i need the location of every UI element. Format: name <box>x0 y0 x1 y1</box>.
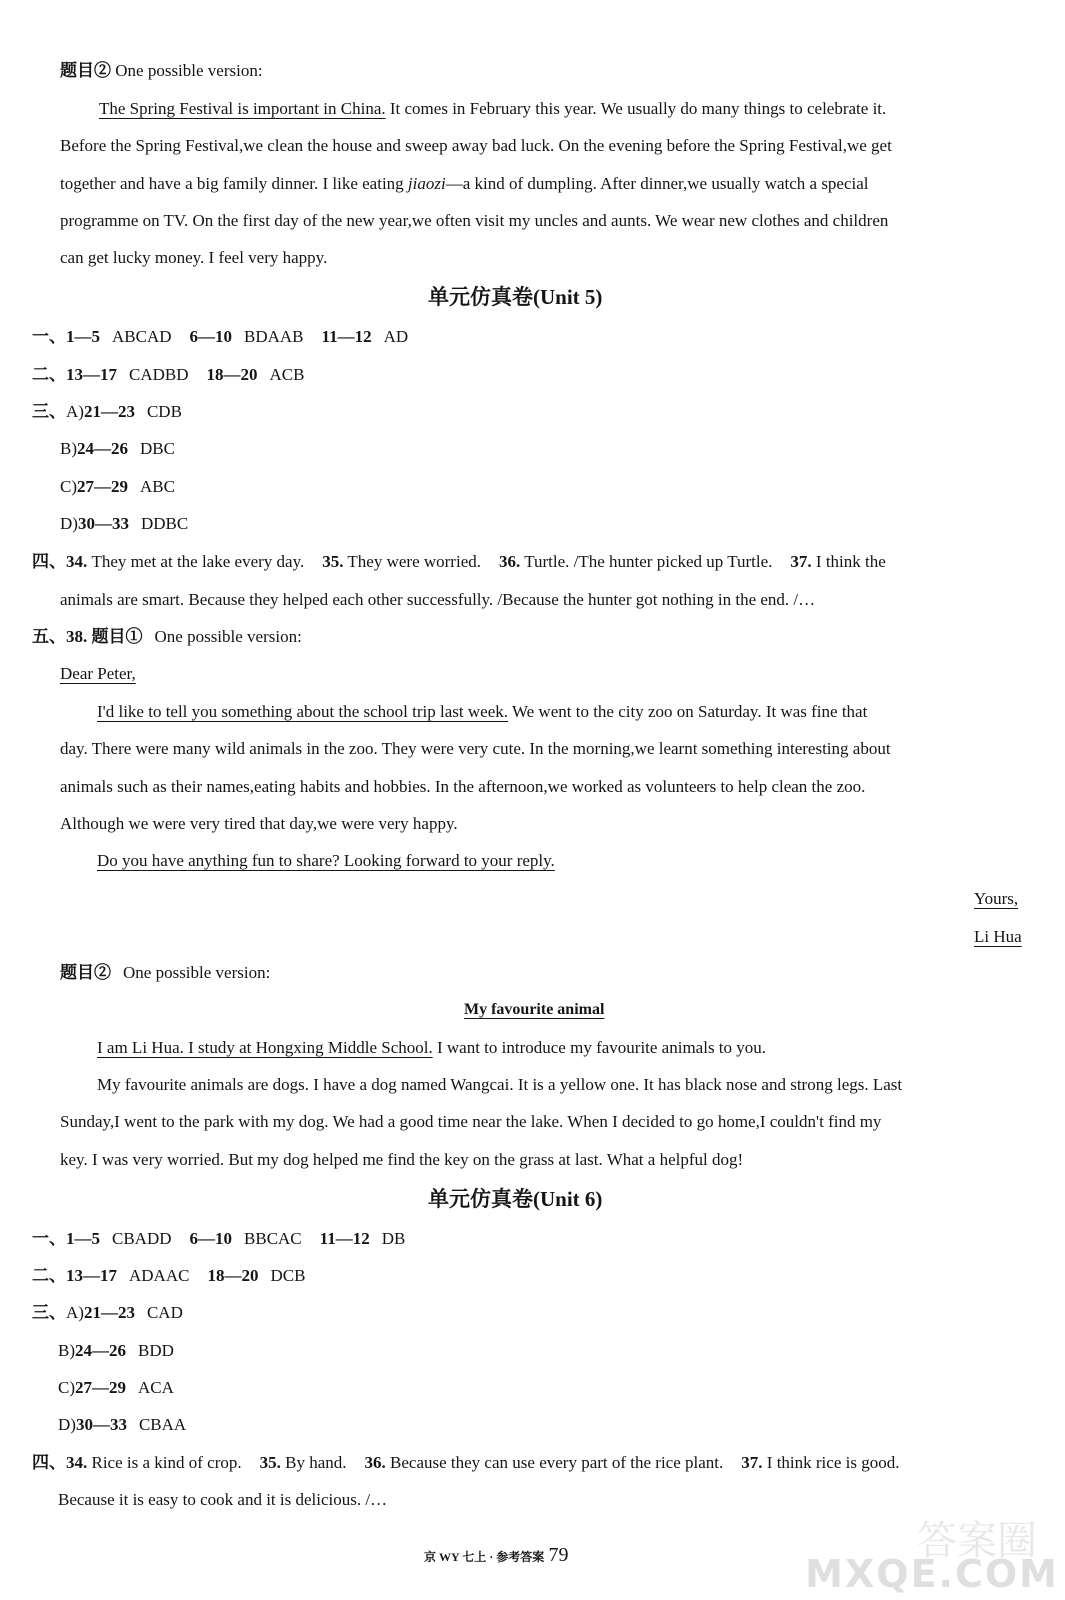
answers: DDBC <box>140 514 189 533</box>
answer-text: Because they can use every part of the rice plant. <box>385 1453 724 1472</box>
essay-text: —a kind of dumpling. After dinner,we usually watch a special <box>445 174 869 193</box>
unit5-section2 <box>32 364 304 386</box>
letter-line: day. There were many wild animals in the zoo. They were very cute. In the morning,we learnt something interesting about <box>60 739 891 758</box>
letter-line: Although we were very tired that day,we were very happy. <box>60 814 458 833</box>
book-label: 京 WY 七上 · 参考答案 <box>424 1550 545 1564</box>
answer-text: Turtle. /The hunter picked up Turtle. <box>520 552 773 571</box>
question-range: 24—26 <box>77 439 128 458</box>
essay-line: can get lucky money. I feel very happy. <box>60 248 328 267</box>
question-number: 34. <box>66 1453 88 1472</box>
version-label: One possible version: <box>123 963 271 982</box>
letter-text: We went to the city zoo on Saturday. It was fine that <box>508 702 868 721</box>
letter-line <box>97 701 867 723</box>
unit6-section3-a <box>32 1302 183 1324</box>
question-number: 38. <box>66 627 88 646</box>
question-number: 34. <box>66 552 88 571</box>
question-range: 24—26 <box>75 1341 126 1360</box>
letter-line <box>97 850 555 872</box>
question-range: 11—12 <box>319 1229 370 1248</box>
question-number: 37. <box>741 1453 763 1472</box>
answer-text: Rice is a kind of crop. <box>87 1453 242 1472</box>
essay-heading <box>464 999 604 1021</box>
section-number: 四、 <box>32 1453 66 1472</box>
essay-line: My favourite animals are dogs. I have a dog named Wangcai. It is a yellow one. It has black nose and strong legs. Last <box>97 1075 903 1094</box>
question-number: 36. <box>499 552 521 571</box>
essay-line <box>60 173 869 195</box>
essay-heading-text: My favourite animal <box>464 1001 605 1018</box>
letter-signature <box>974 926 1022 948</box>
answers: ABCAD <box>112 327 172 346</box>
unit5-section3-a <box>32 401 182 423</box>
answers: CAD <box>146 1303 183 1322</box>
passage-letter: D) <box>60 514 78 533</box>
watermark-text: MXQE.COM <box>805 1552 1059 1596</box>
unit6-section3-d <box>58 1414 186 1436</box>
question-range: 21—23 <box>83 1303 135 1322</box>
essay-line: Sunday,I went to the park with my dog. We had a good time near the lake. When I decided to go home,I couldn't find my <box>60 1112 882 1131</box>
closing-text: Yours, <box>974 889 1019 908</box>
answer-text: By hand. <box>280 1453 347 1472</box>
question-range: 18—20 <box>207 1266 259 1285</box>
essay-text: It comes in February this year. We usually do many things to celebrate it. <box>385 99 887 118</box>
section-number: 五、 <box>32 627 66 646</box>
letter-line: animals such as their names,eating habits and hobbies. In the afternoon,we worked as volunteers to help clean the zoo. <box>60 777 866 796</box>
task2-label-line <box>60 962 270 984</box>
question-range: 18—20 <box>206 365 258 384</box>
question-range: 13—17 <box>66 365 117 384</box>
section-number: 四、 <box>32 552 66 571</box>
answers: CADBD <box>129 365 189 384</box>
answers: CBADD <box>112 1229 172 1248</box>
essay-line <box>99 98 886 120</box>
task-label: 题目② <box>60 963 111 982</box>
letter-greeting <box>60 663 136 685</box>
page-footer <box>424 1544 568 1568</box>
question-range: 27—29 <box>77 477 128 496</box>
answer-text: They met at the lake every day. <box>87 552 305 571</box>
unit6-section3-c <box>58 1377 174 1399</box>
section-number: 二、 <box>32 1266 66 1285</box>
question-range: 27—29 <box>75 1378 126 1397</box>
answers: CDB <box>146 402 182 421</box>
answers: DCB <box>270 1266 306 1285</box>
passage-letter: C) <box>60 477 77 496</box>
question-number: 35. <box>322 552 344 571</box>
question-range: 6—10 <box>189 327 233 346</box>
question-range: 11—12 <box>321 327 372 346</box>
unit6-section4-cont: Because it is easy to cook and it is delicious. /… <box>58 1490 388 1509</box>
unit5-section1 <box>32 326 408 348</box>
task-label: 题目① <box>91 627 143 646</box>
answers: ACA <box>138 1378 174 1397</box>
question-range: 30—33 <box>77 514 129 533</box>
essay-line <box>97 1037 766 1059</box>
section-number: 三、 <box>32 1303 66 1322</box>
section-number: 一、 <box>32 327 66 346</box>
question-number: 37. <box>790 552 812 571</box>
unit6-title: 单元仿真卷(Unit 6) <box>428 1187 603 1211</box>
essay-line: Before the Spring Festival,we clean the house and sweep away bad luck. On the evening before the Spring Festival,we get <box>60 136 892 155</box>
italic-word: jiaozi <box>407 174 446 193</box>
question-number: 35. <box>259 1453 281 1472</box>
watermark-logo: 答案圈 <box>917 1518 1037 1564</box>
answer-text: I think rice is good. <box>762 1453 900 1472</box>
unit6-section4 <box>32 1452 899 1474</box>
underlined-topic-sentence: The Spring Festival is important in China. <box>99 99 386 118</box>
underlined-ending: Do you have anything fun to share? Looking forward to your reply. <box>97 851 555 870</box>
answers: ADAAC <box>129 1266 190 1285</box>
letter-closing <box>974 888 1018 910</box>
answers: BDD <box>138 1341 174 1360</box>
essay-text: I want to introduce my favourite animals to you. <box>432 1038 767 1057</box>
unit6-section1 <box>32 1228 405 1250</box>
task2-label-line <box>60 60 263 82</box>
unit5-section3-d <box>60 513 188 535</box>
answers: ACB <box>269 365 305 384</box>
answer-text: I think the <box>811 552 886 571</box>
unit6-section3-b <box>58 1340 174 1362</box>
passage-letter: D) <box>58 1415 76 1434</box>
passage-letter: A) <box>66 1303 84 1322</box>
unit5-section3-c <box>60 476 175 498</box>
question-range: 21—23 <box>83 402 135 421</box>
unit5-title: 单元仿真卷(Unit 5) <box>428 285 603 309</box>
page-number: 79 <box>548 1544 569 1566</box>
task-label: 题目② <box>60 61 111 80</box>
greeting-text: Dear Peter, <box>60 664 136 683</box>
signature-name: Li Hua <box>974 927 1022 946</box>
passage-letter: C) <box>58 1378 75 1397</box>
section-number: 一、 <box>32 1229 66 1248</box>
question-range: 13—17 <box>66 1266 117 1285</box>
answers: BBCAC <box>244 1229 302 1248</box>
passage-letter: B) <box>58 1341 75 1360</box>
essay-line: key. I was very worried. But my dog helped me find the key on the grass at last. What a helpful dog! <box>60 1150 744 1169</box>
answers: DB <box>381 1229 406 1248</box>
question-range: 6—10 <box>189 1229 233 1248</box>
answers: AD <box>383 327 409 346</box>
unit6-section2 <box>32 1265 305 1287</box>
question-range: 1—5 <box>66 1229 100 1248</box>
unit5-section3-b <box>60 438 175 460</box>
essay-line: programme on TV. On the first day of the new year,we often visit my uncles and aunts. We wear new clothes and children <box>60 211 889 230</box>
unit5-section4-cont: animals are smart. Because they helped each other successfully. /Because the hunter got nothing in the end. /… <box>60 590 816 609</box>
unit5-section4 <box>32 551 886 573</box>
answers: DBC <box>140 439 175 458</box>
underlined-intro: I am Li Hua. I study at Hongxing Middle School. <box>97 1038 433 1057</box>
answers: CBAA <box>138 1415 187 1434</box>
question-number: 36. <box>364 1453 386 1472</box>
version-label: One possible version: <box>154 627 302 646</box>
essay-text: together and have a big family dinner. I like eating <box>60 174 408 193</box>
passage-letter: A) <box>66 402 84 421</box>
unit5-section5-header <box>32 626 302 648</box>
version-label: One possible version: <box>115 61 263 80</box>
passage-letter: B) <box>60 439 77 458</box>
answer-text: They were worried. <box>343 552 481 571</box>
answers: ABC <box>140 477 175 496</box>
answers: BDAAB <box>244 327 304 346</box>
section-number: 二、 <box>32 365 66 384</box>
underlined-opening: I'd like to tell you something about the school trip last week. <box>97 702 508 721</box>
question-range: 30—33 <box>75 1415 127 1434</box>
question-range: 1—5 <box>66 327 100 346</box>
section-number: 三、 <box>32 402 66 421</box>
